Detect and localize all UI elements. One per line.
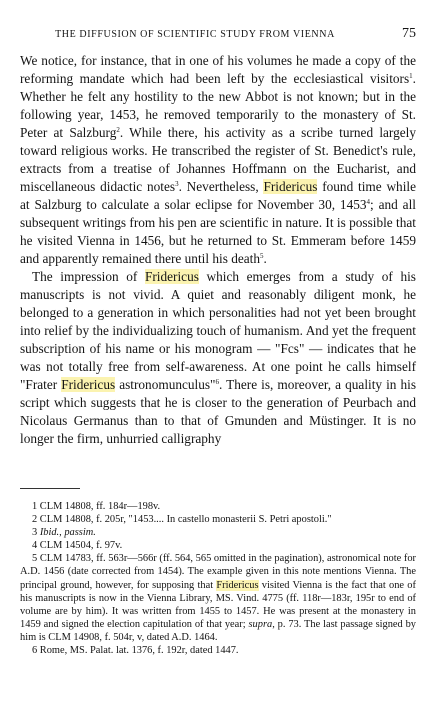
p1-text-g: .	[263, 251, 267, 266]
p2-text-d: . There is, moreover, a quality in his script which suggests that he is closer to the generation of Peurbach and Nicolaus Germanus than to that of Gmunden and Müstinger. It is no longer the firm, unhurried calligraphy	[20, 377, 416, 446]
p1-text-e: found time while at Salzburg to calculate a solar eclipse for November 30, 1453	[20, 179, 416, 212]
p2-text-a: The impression of	[32, 269, 138, 284]
footnote-ref-6: 6	[215, 378, 219, 386]
running-title: THE DIFFUSION OF SCIENTIFIC STUDY FROM VIENNA	[55, 29, 335, 40]
p1-text-f: ; and all subsequent writings from his pen are scientific in nature. It is possible that he visited Vienna in 1456, but he returned to St. Emmeram before 1459 and apparently remained there until his death	[20, 197, 416, 266]
footnote-3-text: Ibid., passim.	[39, 527, 96, 539]
footnote-5-supra: supra	[248, 618, 273, 630]
p2-text-c: astronomunculus"	[119, 377, 216, 392]
p1-text-c: . While there, his activity as a scribe turned largely toward religious works. He transcribed the register of St. Benedict's rule, extracts from a treatise of Johannes Hoffmann on the Eucharist, and miscellaneous didactic notes	[20, 125, 416, 194]
paragraph-1	[20, 52, 416, 268]
footnote-ref-2: 2	[116, 126, 120, 134]
highlighted-term: Fridericus	[263, 179, 318, 194]
running-header	[20, 26, 416, 42]
footnote-2: 2 CLM 14808, f. 205r, "1453.... In castello monasterii S. Petri apostoli."	[32, 514, 332, 526]
p1-text-a: We notice, for instance, that in one of his volumes he made a copy of the reforming mandate which had been left by the ecclesiastical visitors	[20, 53, 416, 86]
footnote-5-text-b: visited Vienna is the fact that one of his manuscripts is now in the Vienna Library, MS. Vind. 4775 (ff. 118r—183r, 195r to end of volume are by him). It was written from 1455 to 1457. He was present at the monastery in 1459 and signed the election capitulation of that year;	[20, 579, 416, 630]
footnote-ref-1: 1	[409, 72, 413, 80]
p1-text-b: . Whether he felt any hostility to the new Abbot is not known; but in the following year, 1453, he removed temporarily to the monastery of St. Peter at Salzburg	[20, 71, 416, 140]
highlighted-term: Fridericus	[61, 377, 116, 392]
footnote-6: 6 Rome, MS. Palat. lat. 1376, f. 192r, dated 1447.	[32, 645, 239, 657]
footnote-5	[20, 552, 416, 644]
footnote-3	[20, 526, 416, 539]
highlighted-term: Fridericus	[216, 579, 259, 591]
footnote-divider	[20, 488, 80, 489]
body-text	[20, 52, 416, 448]
footnote-ref-3: 3	[175, 180, 179, 188]
footnote-3-number: 3	[32, 527, 38, 539]
footnote-5-text-c: , p. 73. The last passage signed by him is CLM 14908, f. 504r, v, dated A.D. 1464.	[20, 618, 416, 643]
page-number: 75	[402, 26, 416, 41]
highlighted-term: Fridericus	[144, 269, 199, 284]
footnote-4: 4 CLM 14504, f. 97v.	[32, 540, 123, 552]
footnote-ref-5: 5	[260, 252, 264, 260]
footnote-1: 1 CLM 14808, ff. 184r—198v.	[32, 501, 161, 512]
p2-text-b: which emerges from a study of his manuscripts is not vivid. A quiet and reasonably diligent monk, he belonged to a generation in which personalities had not yet been brought into relief by the individualizing touch of humanism. And yet the frequent subscription of his name or his monogram — "Fcs" — indicates that he was not totally free from self-awareness. At one point he calls himself "Frater	[20, 269, 416, 392]
footnote-5-text-a: 5 CLM 14783, ff. 563r—566r (ff. 564, 565 omitted in the pagination), astronomical note for A.D. 1456 (date corrected from 1454). The example given in this note mentions Vienna. The principal ground, however, for supposing that	[20, 553, 416, 591]
footnote-ref-4: 4	[366, 198, 371, 206]
footnotes	[20, 500, 416, 657]
paragraph-2	[20, 268, 416, 448]
p1-text-d: . Nevertheless,	[178, 179, 259, 194]
